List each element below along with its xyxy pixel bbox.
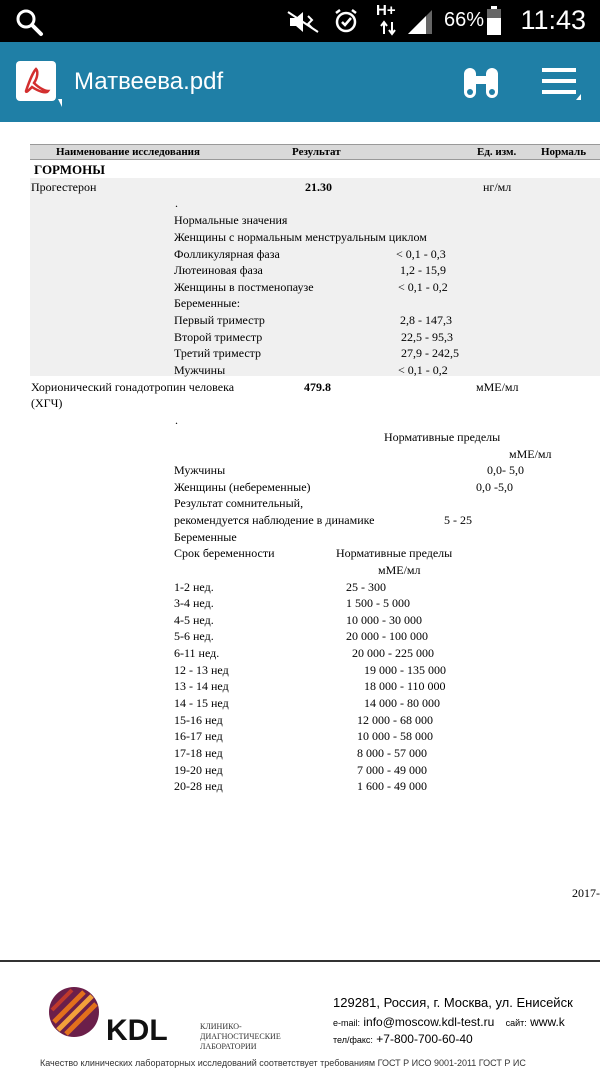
network-type: H+ xyxy=(376,2,396,19)
battery-icon xyxy=(486,6,502,36)
week-label: 6-11 нед. xyxy=(174,646,220,660)
section-title: ГОРМОНЫ xyxy=(34,162,106,177)
norm-label: Третий триместр xyxy=(174,346,262,360)
document-title: Матвеева.pdf xyxy=(74,68,224,95)
app-bar xyxy=(0,42,600,122)
pdf-page[interactable] xyxy=(0,122,600,1066)
hcg-dot: . xyxy=(175,413,178,427)
week-value: 12 000 - 68 000 xyxy=(357,713,433,727)
week-label: 19-20 нед xyxy=(174,763,223,777)
kdl-sub-line: ДИАГНОСТИЧЕСКИЕ xyxy=(200,1032,281,1041)
hcg-result: 479.8 xyxy=(304,380,331,394)
pdf-app-icon[interactable] xyxy=(16,61,62,107)
week-value: 20 000 - 225 000 xyxy=(352,646,434,660)
norm-label: Лютеиновая фаза xyxy=(174,263,263,277)
kdl-logo-text: KDL xyxy=(106,1014,168,1047)
progesterone-name: Прогестерон xyxy=(31,180,97,194)
quality-statement: Качество клинических лабораторных исследований соответствует требованиям ГОСТ Р ИСО 9001-2011 ГОСТ Р ИС xyxy=(40,1058,526,1068)
progesterone-subtitle: Женщины с нормальным менструальным циклом xyxy=(174,230,427,244)
hcg-name: Хорионический гонадотропин человека xyxy=(31,380,235,394)
battery-percent: 66% xyxy=(444,9,485,31)
header-norm: Нормаль xyxy=(541,146,587,158)
week-value: 7 000 - 49 000 xyxy=(357,763,427,777)
mute-vibrate-icon xyxy=(286,10,322,34)
week-label: 4-5 нед. xyxy=(174,613,214,627)
progesterone-dot: . xyxy=(175,196,178,210)
week-value: 19 000 - 135 000 xyxy=(364,663,446,677)
site: www.k xyxy=(530,1015,565,1029)
hcg-doubt-line2: рекомендуется наблюдение в динамике xyxy=(174,513,375,527)
table-header xyxy=(30,144,600,160)
week-value: 10 000 - 30 000 xyxy=(346,613,422,627)
week-label: 13 - 14 нед xyxy=(174,679,229,693)
hcg-doubt-value: 5 - 25 xyxy=(444,513,472,527)
norm-value: < 0,1 - 0,2 xyxy=(398,363,448,377)
hcg-unit: мМЕ/мл xyxy=(476,380,519,394)
week-value: 20 000 - 100 000 xyxy=(346,629,428,643)
hcg-women-label: Женщины (небеременные) xyxy=(174,480,311,494)
progesterone-row-bg xyxy=(30,178,600,376)
week-value: 10 000 - 58 000 xyxy=(357,729,433,743)
phone: +7-800-700-60-40 xyxy=(376,1032,473,1046)
progesterone-norms-title: Нормальные значения xyxy=(174,213,288,227)
kdl-sub-line: КЛИНИКО- xyxy=(200,1022,242,1031)
header-result: Результат xyxy=(292,146,341,158)
hcg-name-abbr: (ХГЧ) xyxy=(31,396,63,410)
hcg-men-label: Мужчины xyxy=(174,463,226,477)
norm-label: Беременные: xyxy=(174,296,241,310)
phone-label: тел/факс: xyxy=(333,1035,373,1045)
week-value: 1 600 - 49 000 xyxy=(357,779,427,793)
hcg-pregnant-label: Беременные xyxy=(174,530,237,544)
week-value: 8 000 - 57 000 xyxy=(357,746,427,760)
norm-value: 1,2 - 15,9 xyxy=(400,263,446,277)
hcg-women-value: 0,0 -5,0 xyxy=(476,480,513,494)
week-label: 3-4 нед. xyxy=(174,596,214,610)
page-date: 2017- xyxy=(572,886,600,900)
norm-value: 2,8 - 147,3 xyxy=(400,313,452,327)
kdl-sub-line: ЛАБОРАТОРИИ xyxy=(200,1042,257,1051)
progesterone-result: 21.30 xyxy=(305,180,332,194)
progesterone-unit: нг/мл xyxy=(483,180,512,194)
week-label: 5-6 нед. xyxy=(174,629,214,643)
week-value: 25 - 300 xyxy=(346,580,386,594)
week-label: 17-18 нед xyxy=(174,746,223,760)
week-value: 1 500 - 5 000 xyxy=(346,596,410,610)
norm-label: Первый триместр xyxy=(174,313,265,327)
hcg-norm-unit: мМЕ/мл xyxy=(509,447,552,461)
week-label: 1-2 нед. xyxy=(174,580,214,594)
data-arrows-icon xyxy=(380,20,396,36)
week-label: 12 - 13 нед xyxy=(174,663,229,677)
week-label: 14 - 15 нед xyxy=(174,696,229,710)
week-label: 16-17 нед xyxy=(174,729,223,743)
footer-divider xyxy=(0,960,600,962)
status-bar xyxy=(0,0,600,42)
hcg-norm-title: Нормативные пределы xyxy=(384,430,501,444)
norm-label: Мужчины xyxy=(174,363,226,377)
alarm-icon xyxy=(333,8,359,34)
binoculars-icon[interactable] xyxy=(462,64,500,102)
norm-value: 27,9 - 242,5 xyxy=(401,346,459,360)
clock: 11:43 xyxy=(520,5,586,35)
header-unit: Ед. изм. xyxy=(477,146,517,158)
hcg-term-label: Срок беременности xyxy=(174,546,275,560)
search-icon[interactable] xyxy=(14,7,44,37)
norm-value: 22,5 - 95,3 xyxy=(401,330,453,344)
norm-label: Второй триместр xyxy=(174,330,263,344)
footer-email-line xyxy=(333,1015,565,1029)
signal-icon xyxy=(406,8,434,36)
hcg-doubt-line1: Результат сомнительный, xyxy=(174,496,304,510)
hcg-term-norm-unit: мМЕ/мл xyxy=(378,563,421,577)
email: info@moscow.kdl-test.ru xyxy=(363,1015,495,1029)
norm-value: < 0,1 - 0,2 xyxy=(398,280,448,294)
norm-label: Женщины в постменопаузе xyxy=(174,280,314,294)
footer-address: 129281, Россия, г. Москва, ул. Енисейск xyxy=(333,995,573,1010)
hcg-men-value: 0,0- 5,0 xyxy=(487,463,524,477)
norm-label: Фолликулярная фаза xyxy=(174,247,280,261)
header-name: Наименование исследования xyxy=(56,146,200,158)
hcg-term-norm-title: Нормативные пределы xyxy=(336,546,453,560)
week-label: 15-16 нед xyxy=(174,713,223,727)
footer-phone-line xyxy=(333,1032,473,1046)
norm-value: < 0,1 - 0,3 xyxy=(396,247,446,261)
menu-icon[interactable] xyxy=(540,64,582,104)
week-label: 20-28 нед xyxy=(174,779,223,793)
week-value: 18 000 - 110 000 xyxy=(364,679,446,693)
email-label: e-mail: xyxy=(333,1018,361,1028)
site-label: сайт: xyxy=(505,1018,527,1028)
kdl-logo-icon xyxy=(48,986,100,1038)
week-value: 14 000 - 80 000 xyxy=(364,696,440,710)
